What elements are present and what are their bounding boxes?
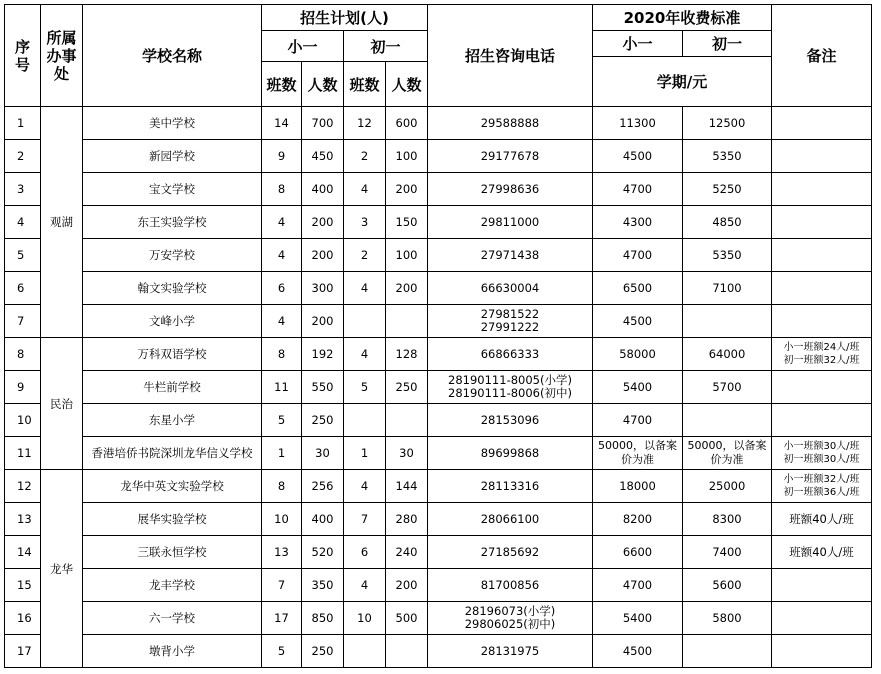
- table-header: [5, 5, 872, 107]
- row-number: 13: [5, 503, 41, 536]
- row-number: 17: [5, 635, 41, 668]
- remark: 小一班额32人/班 初一班额36人/班: [772, 470, 872, 503]
- junior-people: 100: [386, 140, 428, 173]
- remark: [772, 602, 872, 635]
- row-number: 12: [5, 470, 41, 503]
- fee-primary: 4500: [593, 140, 683, 173]
- junior-people: 200: [386, 569, 428, 602]
- remark: [772, 371, 872, 404]
- remark: [772, 140, 872, 173]
- primary-classes: 8: [262, 338, 302, 371]
- primary-classes: 4: [262, 206, 302, 239]
- primary-classes: 10: [262, 503, 302, 536]
- primary-classes: 7: [262, 569, 302, 602]
- fee-junior: 50000，以备案价为准: [683, 437, 772, 470]
- row-number: 14: [5, 536, 41, 569]
- fee-junior: 5350: [683, 140, 772, 173]
- table-row: [5, 206, 872, 239]
- fee-primary: 4500: [593, 635, 683, 668]
- junior-classes: 12: [344, 107, 386, 140]
- school-name: 三联永恒学校: [83, 536, 262, 569]
- table-row: [5, 107, 872, 140]
- table-row: [5, 338, 872, 371]
- junior-classes: 1: [344, 437, 386, 470]
- school-name: 万安学校: [83, 239, 262, 272]
- fee-primary: 4700: [593, 239, 683, 272]
- school-name: 万科双语学校: [83, 338, 262, 371]
- primary-people: 400: [302, 173, 344, 206]
- junior-classes: 5: [344, 371, 386, 404]
- header-phone: 招生咨询电话: [428, 5, 593, 107]
- table-row: [5, 371, 872, 404]
- junior-classes: 4: [344, 173, 386, 206]
- primary-classes: 8: [262, 173, 302, 206]
- fee-primary: 58000: [593, 338, 683, 371]
- remark: [772, 635, 872, 668]
- fee-junior: 5800: [683, 602, 772, 635]
- header-school: 学校名称: [83, 5, 262, 107]
- school-name: 东星小学: [83, 404, 262, 437]
- fee-junior: 8300: [683, 503, 772, 536]
- remark: [772, 107, 872, 140]
- fee-primary: 5400: [593, 371, 683, 404]
- enrollment-table: [4, 4, 872, 668]
- phone: 27971438: [428, 239, 593, 272]
- row-number: 16: [5, 602, 41, 635]
- office-guanhu: 观湖: [41, 107, 83, 338]
- row-number: 3: [5, 173, 41, 206]
- row-number: 2: [5, 140, 41, 173]
- row-number: 5: [5, 239, 41, 272]
- office-minzhi: 民治: [41, 338, 83, 470]
- fee-primary: 50000，以备案价为准: [593, 437, 683, 470]
- primary-classes: 9: [262, 140, 302, 173]
- primary-classes: 8: [262, 470, 302, 503]
- junior-classes: 10: [344, 602, 386, 635]
- fee-primary: 6500: [593, 272, 683, 305]
- phone: 27981522 27991222: [428, 305, 593, 338]
- junior-people: 200: [386, 272, 428, 305]
- header-junior-classes: 班数: [344, 62, 386, 107]
- fee-junior: 25000: [683, 470, 772, 503]
- junior-classes: 4: [344, 470, 386, 503]
- phone: 28131975: [428, 635, 593, 668]
- remark: 班额40人/班: [772, 536, 872, 569]
- row-number: 7: [5, 305, 41, 338]
- junior-people: 250: [386, 371, 428, 404]
- remark: [772, 305, 872, 338]
- junior-people: [386, 635, 428, 668]
- remark: [772, 206, 872, 239]
- row-number: 11: [5, 437, 41, 470]
- header-plan: 招生计划(人): [262, 5, 428, 31]
- table-row: [5, 272, 872, 305]
- phone: 89699868: [428, 437, 593, 470]
- junior-classes: 4: [344, 569, 386, 602]
- phone: 28196073(小学) 29806025(初中): [428, 602, 593, 635]
- row-number: 10: [5, 404, 41, 437]
- phone: 27998636: [428, 173, 593, 206]
- remark: [772, 569, 872, 602]
- header-primary-people: 人数: [302, 62, 344, 107]
- fee-primary: 4700: [593, 569, 683, 602]
- row-number: 9: [5, 371, 41, 404]
- junior-classes: 6: [344, 536, 386, 569]
- junior-classes: [344, 305, 386, 338]
- table-body: [5, 107, 872, 668]
- remark: [772, 404, 872, 437]
- primary-people: 850: [302, 602, 344, 635]
- remark: 小一班额24人/班 初一班额32人/班: [772, 338, 872, 371]
- school-name: 美中学校: [83, 107, 262, 140]
- row-number: 6: [5, 272, 41, 305]
- fee-junior: [683, 635, 772, 668]
- fee-junior: 7100: [683, 272, 772, 305]
- school-name: 香港培侨书院深圳龙华信义学校: [83, 437, 262, 470]
- table-row: [5, 536, 872, 569]
- phone: 29177678: [428, 140, 593, 173]
- remark: 小一班额30人/班 初一班额30人/班: [772, 437, 872, 470]
- header-junior-people: 人数: [386, 62, 428, 107]
- office-longhua: 龙华: [41, 470, 83, 668]
- primary-people: 350: [302, 569, 344, 602]
- school-name: 翰文实验学校: [83, 272, 262, 305]
- primary-people: 550: [302, 371, 344, 404]
- header-fee-junior: 初一: [683, 31, 772, 57]
- primary-classes: 1: [262, 437, 302, 470]
- primary-classes: 5: [262, 635, 302, 668]
- primary-classes: 5: [262, 404, 302, 437]
- row-number: 4: [5, 206, 41, 239]
- junior-people: 200: [386, 173, 428, 206]
- primary-people: 192: [302, 338, 344, 371]
- junior-people: 600: [386, 107, 428, 140]
- school-name: 龙华中英文实验学校: [83, 470, 262, 503]
- junior-classes: [344, 404, 386, 437]
- primary-people: 400: [302, 503, 344, 536]
- primary-people: 700: [302, 107, 344, 140]
- table-row: [5, 173, 872, 206]
- primary-people: 250: [302, 404, 344, 437]
- fee-junior: 5250: [683, 173, 772, 206]
- phone: 27185692: [428, 536, 593, 569]
- primary-people: 200: [302, 305, 344, 338]
- remark: [772, 239, 872, 272]
- header-fee: 2020年收费标准: [593, 5, 772, 31]
- table-row: [5, 503, 872, 536]
- primary-people: 200: [302, 239, 344, 272]
- table-row: [5, 404, 872, 437]
- fee-junior: 7400: [683, 536, 772, 569]
- fee-primary: 11300: [593, 107, 683, 140]
- fee-primary: 4700: [593, 404, 683, 437]
- fee-primary: 5400: [593, 602, 683, 635]
- primary-people: 520: [302, 536, 344, 569]
- fee-junior: 5700: [683, 371, 772, 404]
- header-plan-junior: 初一: [344, 31, 428, 62]
- table-row: [5, 602, 872, 635]
- primary-people: 250: [302, 635, 344, 668]
- primary-classes: 13: [262, 536, 302, 569]
- school-name: 东王实验学校: [83, 206, 262, 239]
- fee-primary: 6600: [593, 536, 683, 569]
- school-name: 龙丰学校: [83, 569, 262, 602]
- primary-classes: 4: [262, 305, 302, 338]
- fee-junior: [683, 305, 772, 338]
- junior-classes: [344, 635, 386, 668]
- header-office: 所属办事处: [41, 5, 83, 107]
- header-fee-primary: 小一: [593, 31, 683, 57]
- fee-junior: [683, 404, 772, 437]
- primary-classes: 14: [262, 107, 302, 140]
- junior-people: 30: [386, 437, 428, 470]
- school-name: 展华实验学校: [83, 503, 262, 536]
- fee-junior: 5350: [683, 239, 772, 272]
- fee-primary: 8200: [593, 503, 683, 536]
- fee-primary: 4700: [593, 173, 683, 206]
- table-row: [5, 437, 872, 470]
- school-name: 牛栏前学校: [83, 371, 262, 404]
- junior-people: 144: [386, 470, 428, 503]
- junior-people: 100: [386, 239, 428, 272]
- table-row: [5, 569, 872, 602]
- phone: 81700856: [428, 569, 593, 602]
- primary-people: 450: [302, 140, 344, 173]
- phone: 28153096: [428, 404, 593, 437]
- table-row: [5, 140, 872, 173]
- junior-classes: 4: [344, 338, 386, 371]
- row-number: 1: [5, 107, 41, 140]
- header-primary-classes: 班数: [262, 62, 302, 107]
- primary-classes: 11: [262, 371, 302, 404]
- junior-people: [386, 404, 428, 437]
- school-name: 六一学校: [83, 602, 262, 635]
- remark: 班额40人/班: [772, 503, 872, 536]
- school-name: 宝文学校: [83, 173, 262, 206]
- fee-primary: 4500: [593, 305, 683, 338]
- phone: 28190111-8005(小学) 28190111-8006(初中): [428, 371, 593, 404]
- phone: 28066100: [428, 503, 593, 536]
- primary-people: 256: [302, 470, 344, 503]
- junior-people: 150: [386, 206, 428, 239]
- table-row: [5, 239, 872, 272]
- junior-people: 128: [386, 338, 428, 371]
- junior-classes: 2: [344, 239, 386, 272]
- remark: [772, 173, 872, 206]
- header-remark: 备注: [772, 5, 872, 107]
- primary-classes: 4: [262, 239, 302, 272]
- junior-classes: 2: [344, 140, 386, 173]
- junior-people: 500: [386, 602, 428, 635]
- phone: 66630004: [428, 272, 593, 305]
- table-row: [5, 305, 872, 338]
- primary-people: 30: [302, 437, 344, 470]
- phone: 29811000: [428, 206, 593, 239]
- table-row: [5, 470, 872, 503]
- header-plan-primary: 小一: [262, 31, 344, 62]
- fee-primary: 4300: [593, 206, 683, 239]
- fee-junior: 64000: [683, 338, 772, 371]
- junior-classes: 7: [344, 503, 386, 536]
- primary-people: 200: [302, 206, 344, 239]
- junior-classes: 4: [344, 272, 386, 305]
- header-fee-unit: 学期/元: [593, 57, 772, 107]
- row-number: 8: [5, 338, 41, 371]
- junior-people: 240: [386, 536, 428, 569]
- school-name: 新园学校: [83, 140, 262, 173]
- fee-junior: 4850: [683, 206, 772, 239]
- fee-junior: 5600: [683, 569, 772, 602]
- primary-classes: 6: [262, 272, 302, 305]
- phone: 29588888: [428, 107, 593, 140]
- junior-classes: 3: [344, 206, 386, 239]
- junior-people: [386, 305, 428, 338]
- primary-classes: 17: [262, 602, 302, 635]
- remark: [772, 272, 872, 305]
- phone: 66866333: [428, 338, 593, 371]
- school-name: 文峰小学: [83, 305, 262, 338]
- fee-junior: 12500: [683, 107, 772, 140]
- school-name: 墩背小学: [83, 635, 262, 668]
- phone: 28113316: [428, 470, 593, 503]
- header-seq: 序 号: [5, 5, 41, 107]
- fee-primary: 18000: [593, 470, 683, 503]
- primary-people: 300: [302, 272, 344, 305]
- junior-people: 280: [386, 503, 428, 536]
- row-number: 15: [5, 569, 41, 602]
- table-row: [5, 635, 872, 668]
